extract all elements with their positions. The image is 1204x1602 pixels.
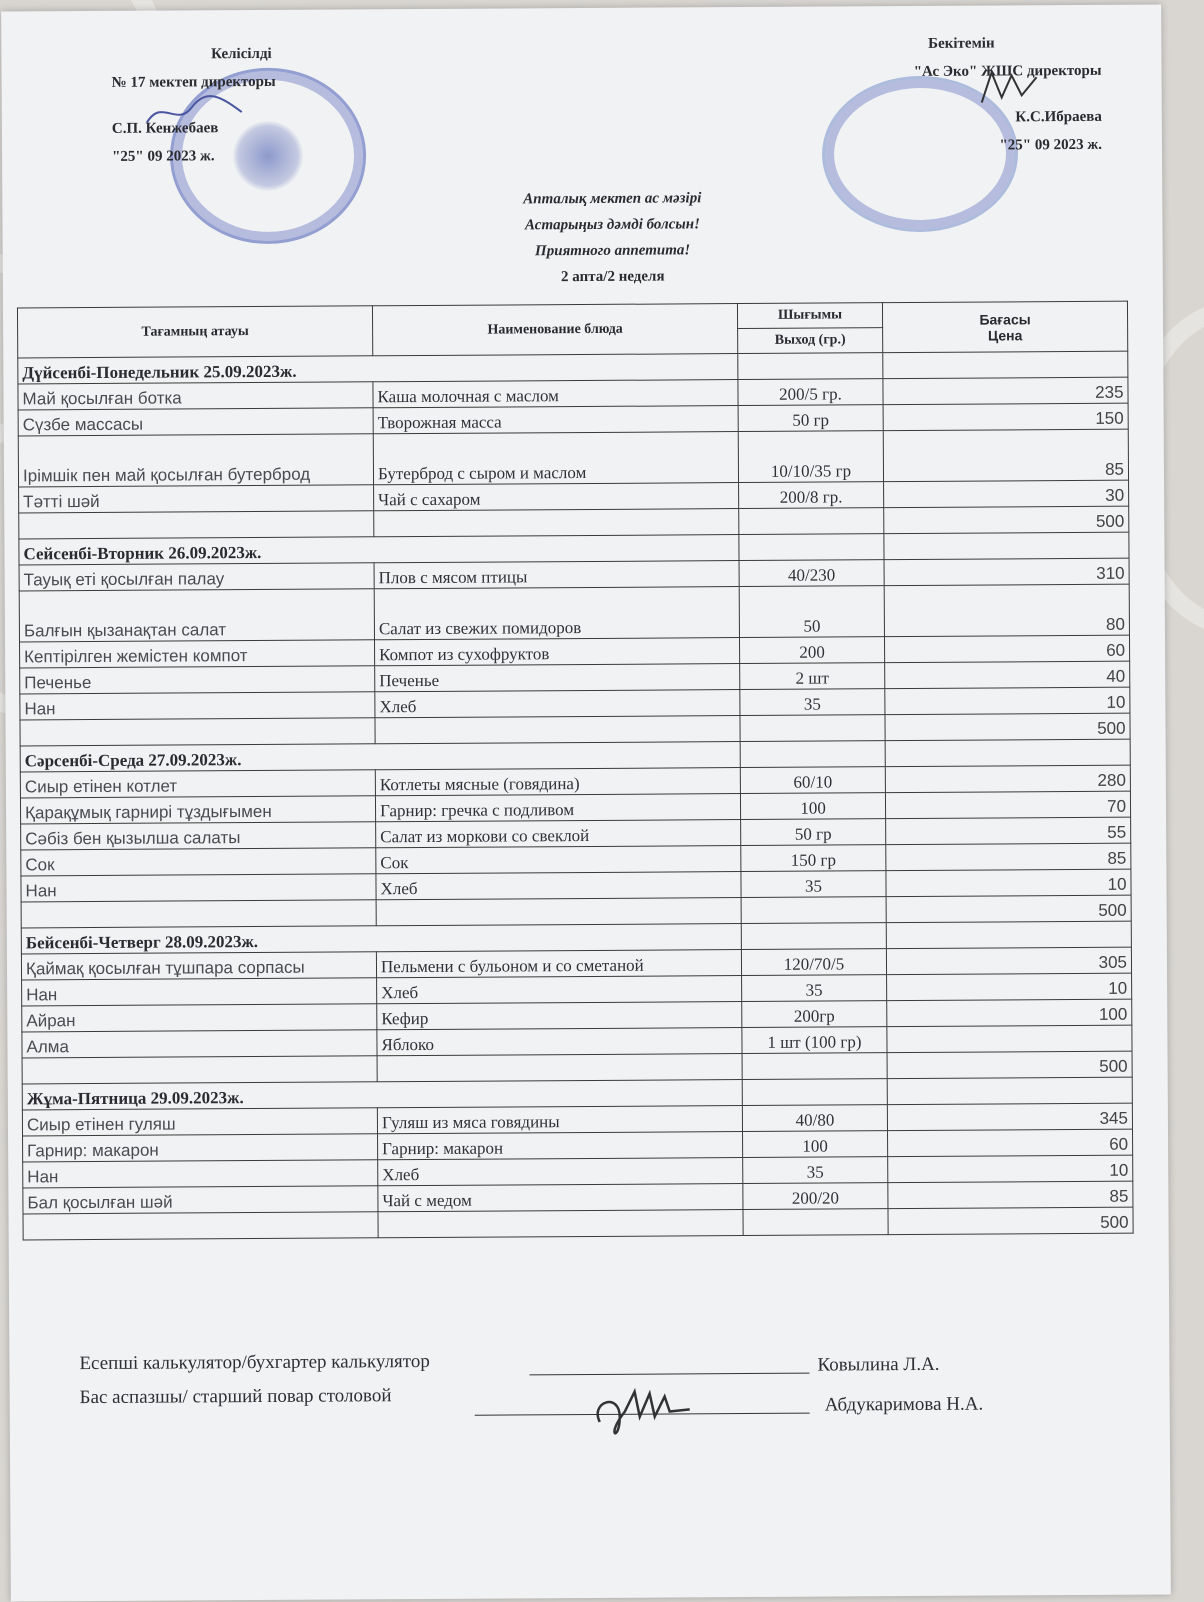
dish-name-ru: Хлеб (378, 1158, 743, 1186)
dish-name-ru: Хлеб (375, 690, 740, 718)
menu-title (442, 185, 783, 291)
dish-name-ru: Хлеб (377, 976, 742, 1004)
title-week: 2 апта/2 неделя (560, 268, 665, 286)
dish-name-ru: Кефир (377, 1002, 742, 1030)
menu-sheet (1, 4, 1171, 1601)
title-line-kz: Апталық мектеп ас мәзірі (523, 190, 702, 208)
dish-output: 35 (740, 689, 885, 716)
day-total: 500 (887, 1051, 1132, 1078)
dish-name-kz: Қаймақ қосылған тұшпара сорпасы (21, 952, 376, 980)
cook-signature (590, 1381, 710, 1442)
dish-name-kz: Нан (22, 978, 377, 1006)
signature-left (142, 92, 252, 133)
dish-output: 35 (741, 871, 886, 898)
dish-name-kz: Қарақұмық гарнирі тұздығымен (20, 796, 375, 824)
dish-price: 305 (886, 947, 1131, 974)
dish-name-kz: Алма (22, 1030, 377, 1058)
dish-price: 70 (885, 791, 1130, 818)
accountant-name: Ковылина Л.А. (817, 1353, 940, 1376)
dish-name-kz: Сәбіз бен қызылша салаты (21, 822, 376, 850)
day-label: Сейсенбі-Вторник 26.09.2023ж. (19, 535, 739, 565)
dish-output: 200/8 гр. (739, 482, 884, 509)
agreed-label: Келісілді (211, 45, 272, 63)
dish-name-ru: Творожная масса (373, 406, 738, 434)
title-greeting-kz: Астарыңыз дәмді болсын! (524, 216, 700, 234)
approve-label: Бекітемін (928, 35, 995, 52)
dish-name-kz: Балғын қызанақтан салат (19, 589, 374, 642)
school-director-label: № 17 мектеп директоры (111, 73, 276, 91)
day-total-row (23, 1207, 1133, 1240)
dish-name-kz: Тәтті шәй (19, 485, 374, 513)
day-label: Бейсенбі-Четверг 28.09.2023ж. (21, 924, 741, 954)
dish-price: 60 (884, 635, 1129, 662)
dish-output: 100 (740, 793, 885, 820)
dish-name-ru: Пельмени с бульоном и со сметаной (376, 950, 741, 978)
company-director-name: К.С.Ибраева (1015, 108, 1102, 126)
dish-name-kz: Айран (22, 1004, 377, 1032)
dish-output: 200гр (742, 1001, 887, 1028)
dish-name-kz: Нан (20, 692, 375, 720)
dish-price: 10 (885, 687, 1130, 714)
dish-output: 2 шт (740, 663, 885, 690)
dish-name-ru: Яблоко (377, 1028, 742, 1056)
dish-price: 60 (888, 1129, 1133, 1156)
dish-output: 50 гр (741, 819, 886, 846)
dish-name-ru: Чай с сахаром (374, 483, 739, 511)
dish-output: 200/20 (743, 1183, 888, 1210)
day-total: 500 (886, 895, 1131, 922)
dish-output: 50 гр (738, 405, 883, 432)
dish-price: 85 (888, 1181, 1133, 1208)
day-total: 500 (885, 713, 1130, 740)
col-header-output-ru: Выход (гр.) (738, 328, 883, 354)
dish-output: 200 (739, 637, 884, 664)
dish-price: 80 (884, 584, 1129, 636)
dish-output: 50 (739, 586, 884, 638)
dish-output: 100 (743, 1131, 888, 1158)
dish-name-kz: Нан (21, 874, 376, 902)
day-total: 500 (884, 506, 1129, 533)
cook-label: Бас аспазшы/ старший повар столовой (79, 1385, 392, 1409)
dish-price: 10 (888, 1155, 1133, 1182)
dish-price: 100 (887, 999, 1132, 1026)
agreed-date: "25" 09 2023 ж. (111, 148, 215, 165)
menu-item-row (18, 429, 1128, 487)
dish-output: 35 (743, 1157, 888, 1184)
day-label: Дүйсенбі-Понедельник 25.09.2023ж. (18, 354, 738, 384)
dish-price: 310 (884, 558, 1129, 585)
dish-name-kz: Сок (21, 848, 376, 876)
col-header-kz-name: Тағамның атауы (17, 306, 372, 358)
dish-price: 55 (886, 817, 1131, 844)
dish-output: 200/5 гр. (738, 379, 883, 406)
signatures-footer (79, 1343, 1079, 1417)
dish-output: 120/70/5 (741, 949, 886, 976)
title-greeting-ru: Приятного аппетита! (534, 242, 691, 260)
approval-right-block (821, 29, 1102, 161)
dish-name-kz: Сиыр етінен котлет (20, 770, 375, 798)
approve-date: "25" 09 2023 ж. (999, 136, 1103, 154)
dish-name-kz: Бал қосылған шәй (23, 1186, 378, 1214)
dish-name-ru: Чай с медом (378, 1184, 743, 1212)
dish-name-kz: Кептірілген жемістен компот (20, 640, 375, 668)
col-header-price (882, 301, 1127, 352)
col-header-price-kz: Бағасы (979, 310, 1031, 328)
col-header-ru-name: Наименование блюда (372, 304, 737, 356)
dish-price: 40 (885, 661, 1130, 688)
dish-price: 235 (883, 377, 1128, 404)
dish-output: 150 гр (741, 845, 886, 872)
dish-name-ru: Каша молочная с маслом (373, 380, 738, 408)
dish-price: 85 (886, 843, 1131, 870)
dish-price: 10 (886, 869, 1131, 896)
dish-name-kz: Нан (23, 1160, 378, 1188)
cook-name: Абдукаримова Н.А. (824, 1393, 984, 1416)
dish-name-ru: Гарнир: макарон (378, 1132, 743, 1160)
dish-price: 85 (883, 429, 1128, 481)
dish-name-kz: Май қосылған ботка (18, 382, 373, 410)
dish-name-ru: Котлеты мясные (говядина) (375, 768, 740, 796)
dish-price (887, 1025, 1132, 1052)
dish-name-kz: Ірімшік пен май қосылған бутерброд (18, 434, 373, 487)
dish-output: 40/230 (739, 560, 884, 587)
menu-table (17, 301, 1134, 1241)
dish-name-ru: Гарнир: гречка с подливом (375, 794, 740, 822)
dish-output: 10/10/35 гр (738, 431, 883, 483)
day-total: 500 (888, 1207, 1133, 1234)
dish-price: 280 (885, 765, 1130, 792)
dish-output: 35 (742, 975, 887, 1002)
day-label: Сәрсенбі-Среда 27.09.2023ж. (20, 742, 740, 772)
dish-name-ru: Салат из моркови со свеклой (376, 820, 741, 848)
dish-name-kz: Гарнир: макарон (23, 1134, 378, 1162)
dish-price: 150 (883, 403, 1128, 430)
dish-output: 1 шт (100 гр) (742, 1027, 887, 1054)
dish-output: 60/10 (740, 767, 885, 794)
dish-name-ru: Хлеб (376, 872, 741, 900)
company-director-label: "Ас Эко" ЖШС директоры (913, 62, 1102, 80)
dish-name-ru: Плов с мясом птицы (374, 561, 739, 589)
dish-name-ru: Гуляш из мяса говядины (377, 1106, 742, 1134)
signature-right (977, 67, 1047, 107)
dish-output: 40/80 (742, 1105, 887, 1132)
col-header-output-kz: Шығымы (737, 303, 882, 329)
dish-name-ru: Компот из сухофруктов (374, 638, 739, 666)
col-header-price-ru: Цена (987, 326, 1023, 344)
dish-name-ru: Бутерброд с сыром и маслом (373, 432, 738, 485)
dish-name-ru: Салат из свежих помидоров (374, 587, 739, 640)
day-label: Жұма-Пятница 29.09.2023ж. (22, 1080, 742, 1110)
dish-price: 10 (887, 973, 1132, 1000)
dish-name-kz: Тауық еті қосылған палау (19, 563, 374, 591)
dish-name-ru: Сок (376, 846, 741, 874)
dish-name-kz: Печенье (20, 666, 375, 694)
menu-item-row (19, 584, 1129, 642)
dish-name-ru: Печенье (375, 664, 740, 692)
dish-name-kz: Сүзбе массасы (18, 408, 373, 436)
school-director-name: С.П. Кенжебаев (111, 120, 219, 137)
dish-name-kz: Сиыр етінен гуляш (22, 1108, 377, 1136)
dish-price: 345 (887, 1103, 1132, 1130)
dish-price: 30 (884, 480, 1129, 507)
accountant-label: Есепші калькулятор/бухгартер калькулятор (79, 1350, 430, 1375)
